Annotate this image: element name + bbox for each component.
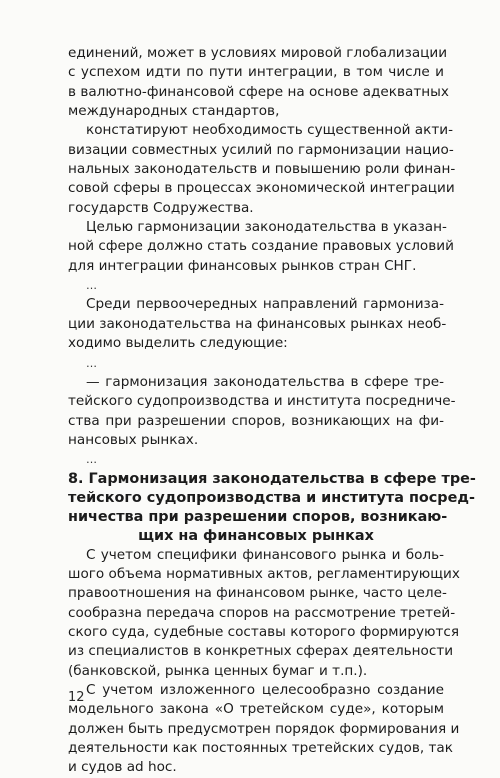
text-line: в валютно-финансовой сфере на основе адекватных — [68, 83, 449, 100]
text-line: 8. Гармонизация законодательства в сфере тре- — [68, 470, 476, 487]
text-line: сообразна передача споров на рассмотрение третей- — [68, 604, 456, 621]
text-line: из специалистов в конкретных сферах деятельности — [68, 643, 454, 660]
text-line: ходимо выделить следующие: — [68, 335, 288, 352]
text-line: модельного закона «О третейском суде», которым — [68, 701, 444, 718]
text-line: Целью гармонизации законодательства в указан- — [86, 219, 447, 236]
paragraph — [68, 121, 456, 218]
text-line: С учетом изложенного целесообразно создание — [86, 681, 444, 698]
paragraph — [68, 295, 447, 353]
text-line: совой сферы в процессах экономической интеграции — [68, 180, 455, 197]
text-line: деятельности как постоянных третейских судов, так — [68, 740, 453, 756]
text-line: ничества при разрешении споров, возникаю- — [68, 508, 448, 525]
text-line: ции законодательства на финансовых рынках необ- — [68, 315, 447, 332]
text-line: С учетом специфики финансового рынка и боль- — [86, 546, 444, 563]
text-line: ной сфере должно стать создание правовых условий — [68, 238, 454, 255]
text-line: для интеграции финансовых рынков стран СНГ. — [68, 257, 417, 274]
text-line: (банковской, рынка ценных бумаг и т.п.). — [68, 662, 368, 679]
text-line: правоотношения на финансовом рынке, часто целе- — [68, 585, 447, 602]
paragraph — [68, 546, 460, 681]
text-line: шого объема нормативных актов, регламентирующих — [68, 565, 460, 582]
text-line: констатируют необходимость существенной акти- — [86, 122, 453, 139]
paragraph — [68, 218, 454, 276]
text-line: визации совместных усилий по гармонизации нацио- — [68, 141, 454, 158]
text-line: и судов ad hoc. — [68, 759, 177, 776]
text-line: международных стандартов, — [68, 103, 280, 120]
ellipsis-marker: … — [86, 356, 97, 370]
text-line: нансовых рынках. — [68, 431, 199, 448]
text-line: тейского судопроизводства и института посредниче- — [68, 393, 456, 410]
text-line: ства при разрешении споров, возникающих на фи- — [68, 412, 444, 429]
ellipsis-marker: … — [86, 279, 97, 293]
text-line: с успехом идти по пути интеграции, в том числе и — [68, 64, 444, 81]
text-line: — гармонизация законодательства в сфере тре- — [86, 373, 444, 390]
paragraph — [68, 373, 456, 450]
text-line: тейского судопроизводства и института посред- — [68, 489, 475, 506]
paragraph — [68, 681, 460, 778]
section-heading — [68, 470, 476, 546]
page-number: 12 — [68, 690, 85, 705]
paragraph — [68, 44, 449, 121]
text-line: щих на финансовых рынках — [138, 527, 374, 544]
text-line: Среди первоочередных направлений гармониза- — [86, 296, 444, 313]
text-line: ского суда, судебные составы которого формируются — [68, 623, 460, 640]
ellipsis-marker: … — [86, 453, 97, 467]
page-text — [68, 44, 476, 778]
text-line: нальных законодательств и повышению роли финан- — [68, 161, 456, 178]
text-line: единений, может в условиях мировой глобализации — [68, 45, 448, 61]
text-line: государств Содружества. — [68, 199, 254, 216]
text-line: должен быть предусмотрен порядок формирования и — [68, 720, 460, 737]
